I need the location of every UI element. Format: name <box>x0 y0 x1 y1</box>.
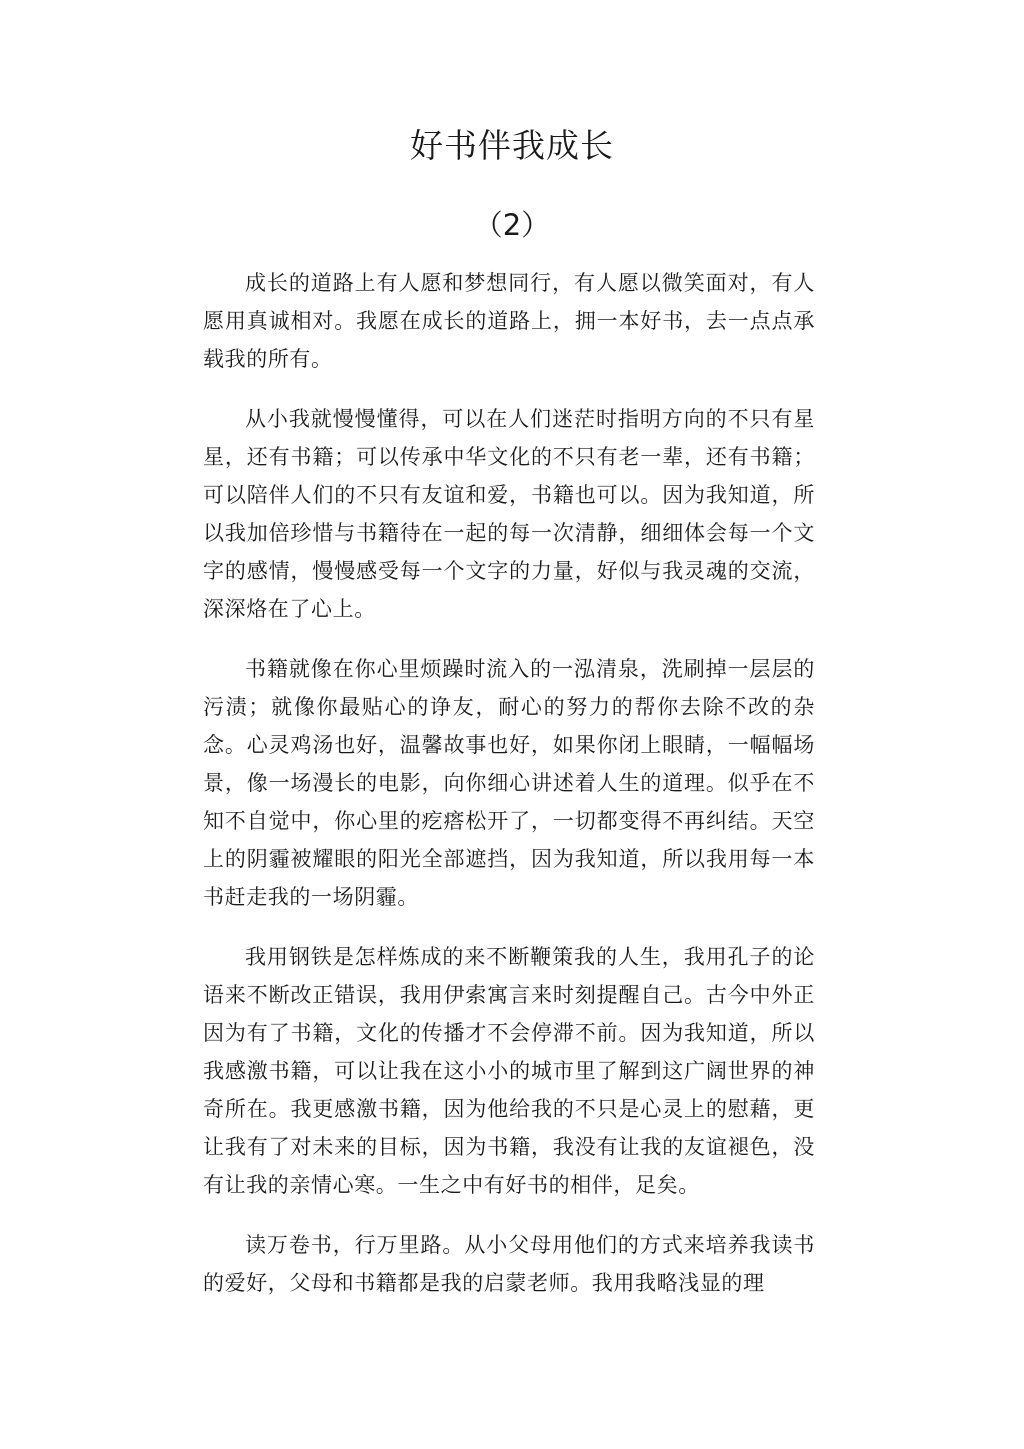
document-title: 好书伴我成长 <box>410 126 614 165</box>
paragraph-5: 读万卷书，行万里路。从小父母用他们的方式来培养我读书的爱好，父母和书籍都是我的启蒙老师。我用我略浅显的理 <box>203 1233 815 1295</box>
paragraph-3: 书籍就像在你心里烦躁时流入的一泓清泉，洗刷掉一层层的污渍；就像你最贴心的诤友，耐心的努力的帮你去除不改的杂念。心灵鸡汤也好，温馨故事也好，如果你闭上眼睛，一幅幅场景，像一场漫长的电影，向你细心讲述着人生的道理。似乎在不知不自觉中，你心里的疙瘩松开了，一切都变得不再纠结。天空上的阴霾被耀眼的阳光全部遮挡，因为我知道，所以我用每一本书赶走我的一场阴霾。 <box>203 657 815 909</box>
document-body <box>203 264 815 1302</box>
document-subtitle: （2） <box>473 208 551 242</box>
paragraph-2: 从小我就慢慢懂得，可以在人们迷茫时指明方向的不只有星星，还有书籍；可以传承中华文化的不只有老一辈，还有书籍；可以陪伴人们的不只有友谊和爱，书籍也可以。因为我知道，所以我加倍珍惜与书籍待在一起的每一次清静，细细体会每一个文字的感情，慢慢感受每一个文字的力量，好似与我灵魂的交流，深深烙在了心上。 <box>203 407 815 621</box>
paragraph-1: 成长的道路上有人愿和梦想同行，有人愿以微笑面对，有人愿用真诚相对。我愿在成长的道路上，拥一本好书，去一点点承载我的所有。 <box>203 271 815 371</box>
paragraph-4: 我用钢铁是怎样炼成的来不断鞭策我的人生，我用孔子的论语来不断改正错误，我用伊索寓言来时刻提醒自己。古今中外正因为有了书籍，文化的传播才不会停滞不前。因为我知道，所以我感激书籍，可以让我在这小小的城市里了解到这广阔世界的神奇所在。我更感激书籍，因为他给我的不只是心灵上的慰藉，更让我有了对未来的目标，因为书籍，我没有让我的友谊褪色，没有让我的亲情心寒。一生之中有好书的相伴，足矣。 <box>203 945 815 1197</box>
